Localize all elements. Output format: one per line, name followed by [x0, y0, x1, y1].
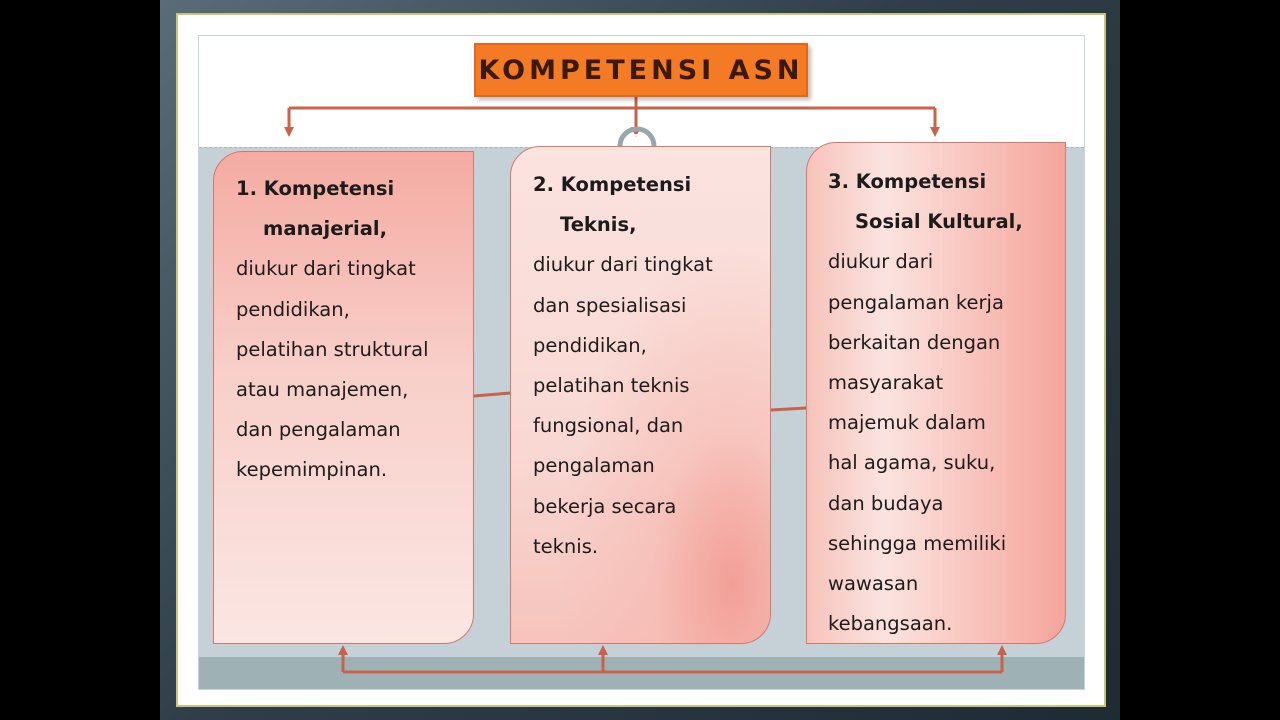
card-3-body-line: majemuk dalam [828, 411, 986, 435]
card-2-body-line: fungsional, dan [533, 414, 684, 438]
card-1-heading-line: manajerial, [263, 217, 387, 241]
card-3-body-line: kebangsaan. [828, 612, 953, 636]
card-1-body-line: dan pengalaman [236, 418, 401, 442]
card-3-heading-line: Sosial Kultural, [855, 210, 1023, 234]
card-kompetensi-teknis [510, 146, 771, 644]
card-2-heading-line: Teknis, [560, 213, 637, 237]
card-3-text [828, 162, 1023, 644]
card-2-body-line: pendidikan, [533, 333, 647, 357]
link-card2-card3 [771, 408, 806, 410]
card-3-body-line: sehingga memiliki [828, 531, 1007, 555]
card-2-body-line: pelatihan teknis [533, 374, 690, 398]
card-2-body-line: pengalaman [533, 454, 655, 478]
card-3-body-line: hal agama, suku, [828, 451, 996, 475]
card-2-body-line: teknis. [533, 534, 599, 558]
card-3-body-line: dan budaya [828, 491, 944, 515]
card-1-body-line: atau manajemen, [236, 378, 409, 402]
diagram-title: KOMPETENSI ASN [478, 54, 804, 86]
card-3-body-line: berkaitan dengan [828, 330, 1001, 354]
card-1-text [236, 169, 429, 491]
card-2-heading-line: 2. Kompetensi [533, 173, 692, 196]
card-1-heading-line: 1. Kompetensi [236, 177, 395, 200]
card-2-body-line: diukur dari tingkat [533, 253, 713, 277]
card-kompetensi-manajerial [213, 151, 474, 644]
card-2-body-line: dan spesialisasi [533, 293, 687, 317]
card-2-text [533, 165, 713, 567]
card-3-body-line: diukur dari [828, 250, 934, 274]
card-1-body-line: kepemimpinan. [236, 458, 388, 482]
title-box [474, 43, 808, 97]
card-1-body-line: pelatihan struktural [236, 337, 429, 361]
link-card1-card2 [474, 393, 510, 396]
card-1-body-line: diukur dari tingkat [236, 257, 416, 281]
card-3-body-line: wawasan [828, 572, 919, 596]
card-kompetensi-sosial-kultural [806, 142, 1066, 644]
card-3-heading-line: 3. Kompetensi [828, 170, 987, 193]
card-2-body-line: bekerja secara [533, 494, 677, 518]
card-3-body-line: pengalaman kerja [828, 290, 1004, 314]
card-1-body-line: pendidikan, [236, 297, 350, 321]
card-3-body-line: masyarakat [828, 371, 944, 395]
